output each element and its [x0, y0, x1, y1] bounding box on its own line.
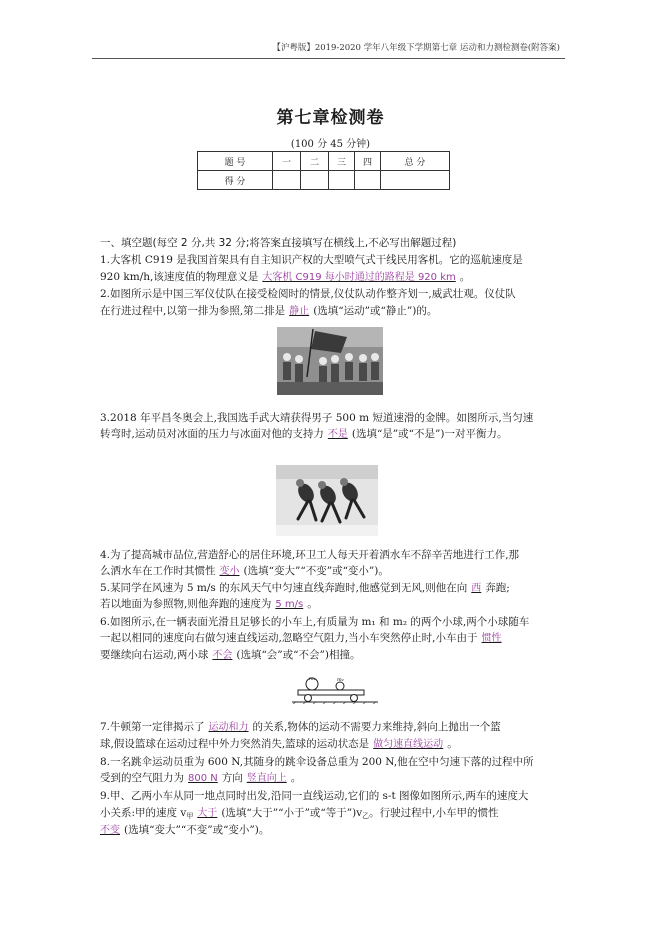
question-7-line-2 [100, 737, 580, 752]
q1-text: 920 km/h,该速度值的物理意义是 [100, 271, 259, 283]
q8-answer-2: 竖直向上 [246, 773, 287, 784]
q7-answer-2: 做匀速直线运动 [373, 739, 444, 750]
question-2-line-1: 2.如图所示是中国三军仪仗队在接受检阅时的情景,仪仗队动作整齐划一,威武壮观。仪仗队 [100, 288, 516, 300]
speed-skating-photo [276, 465, 378, 536]
score-table-score-row [198, 171, 450, 190]
q9-answer-1: 大于 [197, 808, 218, 819]
score-cell: 一 [273, 152, 301, 171]
m2-label: m₂ [337, 677, 344, 683]
score-table-header-row [198, 152, 450, 171]
header-divider [92, 58, 565, 59]
score-cell-empty [355, 171, 381, 190]
q7-text-2: 球,假设篮球在运动过程中外力突然消失,篮球的运动状态是 [100, 738, 370, 750]
question-9-line-2 [100, 806, 580, 823]
q1-text-end: 。 [459, 271, 471, 283]
q6-text: 一起以相同的速度向右做匀速直线运动,忽略空气阻力,当小车突然停止时,小车由于 [100, 632, 478, 644]
question-6-line-2 [100, 631, 580, 646]
question-7-line-1 [100, 720, 580, 735]
q9-sub-yi: 乙 [362, 812, 370, 820]
q5-text-end: 。 [307, 598, 318, 610]
score-cell: 二 [301, 152, 329, 171]
q7-answer-1: 运动和力 [208, 722, 249, 733]
q9-sub-jia: 甲 [186, 812, 194, 820]
question-9-line-1: 9.甲、乙两小车从同一地点同时出发,沿同一直线运动,它们的 s-t 图像如图所示,两车的速度大 [100, 790, 529, 802]
q5-text-2: 若以地面为参照物,则他奔跑的速度为 [100, 598, 272, 610]
score-cell: 题 号 [198, 152, 273, 171]
q8-answer-1: 800 N [188, 773, 218, 784]
q8-text-mid: 方向 [221, 772, 243, 784]
q6-text-end: (选填“会”或“不会”)相撞。 [236, 649, 361, 661]
question-1-line-1: 1.大客机 C919 是我国首架具有自主知识产权的大型喷气式干线民用客机。它的巡航速度是 [100, 254, 523, 266]
question-4-line-1: 4.为了提高城市品位,营造舒心的居住环境,环卫工人每天开着洒水车不辞辛苦地进行工作,那 [100, 549, 520, 561]
q2-text-end: (选填“运动”或“静止”)的。 [313, 305, 438, 317]
section-heading: 一、填空题(每空 2 分,共 32 分;将答案直接填写在横线上,不必写出解题过程) [100, 237, 457, 249]
question-9-line-3 [100, 823, 580, 838]
question-1-line-2 [100, 270, 580, 285]
score-cell: 总 分 [381, 152, 450, 171]
q8-text-end: 。 [290, 772, 302, 784]
q9-answer-2: 不变 [100, 825, 120, 836]
q9-text-end: 。行驶过程中,小车甲的惯性 [369, 807, 499, 819]
q8-text: 受到的空气阻力为 [100, 772, 184, 784]
question-5-line-2 [100, 597, 580, 612]
q4-text: 么洒水车在工作时其惯性 [100, 565, 216, 577]
q3-answer: 不是 [327, 429, 348, 440]
question-3-line-1: 3.2018 年平昌冬奥会上,我国选手武大靖获得男子 500 m 短道速滑的金牌。如图所示,当匀速 [100, 412, 534, 424]
question-8-line-1: 8.一名跳伞运动员重为 600 N,其随身的跳伞设备总重为 200 N,他在空中匀速下落的过程中所 [100, 756, 534, 768]
q5-answer-2: 5 m/s [275, 599, 304, 610]
q6-text-2: 要继续向右运动,两小球 [100, 649, 209, 661]
q5-text-mid: 奔跑; [485, 582, 510, 594]
q2-text: 在行进过程中,以第一排为参照,第二排是 [100, 305, 286, 317]
score-cell: 三 [329, 152, 355, 171]
q6-answer-1: 惯性 [481, 633, 502, 644]
q7-text: 7.牛顿第一定律揭示了 [100, 721, 205, 733]
score-cell-empty [273, 171, 301, 190]
score-cell-empty [301, 171, 329, 190]
q1-answer: 大客机 C919 每小时通过的路程是 920 km [262, 272, 456, 283]
question-4-line-2 [100, 564, 580, 579]
question-2-line-2 [100, 304, 580, 319]
score-cell-empty [329, 171, 355, 190]
exam-subtitle: (100 分 45 分钟) [290, 139, 371, 150]
question-6-line-3 [100, 648, 580, 663]
honor-guard-photo [277, 327, 383, 395]
q9-text-mid: (选填“大于”“小于”或“等于”)v [221, 807, 363, 819]
score-table [197, 151, 450, 190]
q4-answer: 变小 [219, 566, 240, 577]
q6-answer-2: 不会 [212, 650, 233, 661]
m1-label: m₁ [309, 676, 316, 682]
q4-text-end: (选填“变大”“不变”或“变小”)。 [243, 565, 389, 577]
q5-text: 5.某同学在风速为 5 m/s 的东风天气中匀速直线奔跑时,他感觉到无风,则他在向 [100, 582, 468, 594]
score-cell: 得 分 [198, 171, 273, 190]
q9-text: 小关系:甲的速度 v [100, 807, 187, 819]
q9-text-tail: (选填“变大”“不变”或“变小”)。 [124, 824, 270, 836]
q3-text: 转弯时,运动员对冰面的压力与冰面对他的支持力 [100, 428, 324, 440]
q5-answer-1: 西 [471, 583, 482, 594]
q7-text-end: 。 [447, 738, 458, 750]
cart-diagram [290, 672, 380, 704]
question-3-line-2 [100, 427, 580, 442]
q2-answer: 静止 [289, 306, 310, 317]
question-8-line-2 [100, 771, 580, 786]
page-title: 第七章检测卷 [276, 108, 385, 128]
page-header: 【沪粤版】2019-2020 学年八年级下学期第七章 运动和力测检测卷(附答案) [272, 43, 560, 53]
q7-text-mid: 的关系,物体的运动不需要力来维持,斜向上抛出一个篮 [252, 721, 501, 733]
score-cell: 四 [355, 152, 381, 171]
q3-text-end: (选填“是”或“不是”)一对平衡力。 [351, 428, 508, 440]
score-cell-empty [381, 171, 450, 190]
question-5-line-1 [100, 581, 580, 596]
question-6-line-1: 6.如图所示,在一辆表面光滑且足够长的小车上,有质量为 m₁ 和 m₂ 的两个小球,两个小球随车 [100, 616, 530, 628]
